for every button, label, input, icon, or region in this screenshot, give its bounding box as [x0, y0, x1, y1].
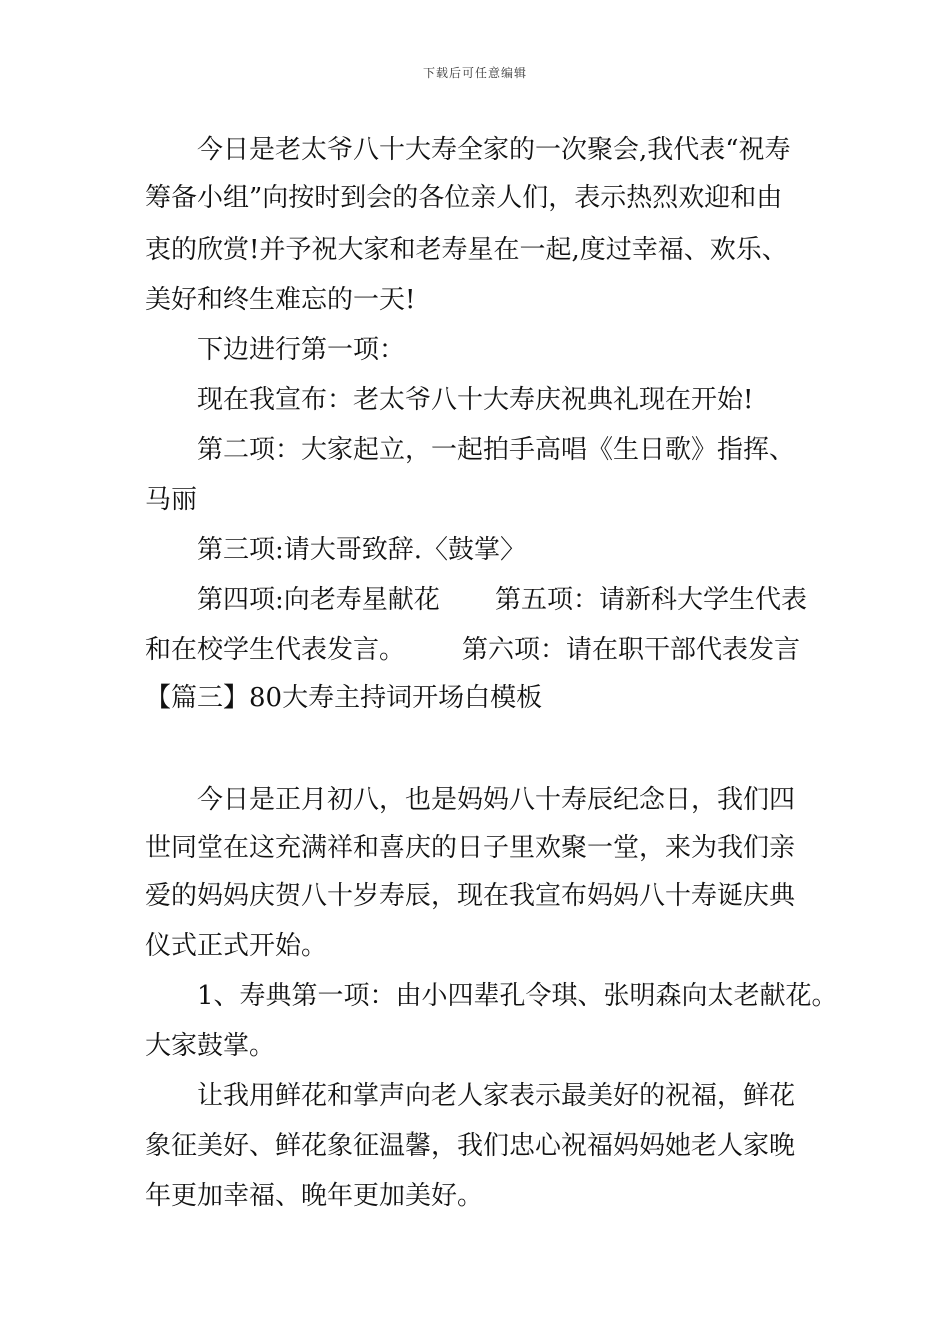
paragraph-line: 筹备小组”向按时到会的各位亲人们，表示热烈欢迎和由	[145, 183, 783, 213]
paragraph-line: 爱的妈妈庆贺八十岁寿辰，现在我宣布妈妈八十寿诞庆典	[145, 881, 796, 911]
paragraph-line: 马丽	[145, 485, 198, 515]
paragraph-line: 今日是正月初八，也是妈妈八十寿辰纪念日，我们四	[197, 785, 796, 815]
page-header-note: 下载后可任意编辑	[422, 66, 527, 80]
paragraph-line: 让我用鲜花和掌声向老人家表示最美好的祝福，鲜花	[197, 1081, 796, 1111]
paragraph-line: 衷的欣赏!并予祝大家和老寿星在一起,度过幸福、欢乐、	[145, 235, 788, 265]
paragraph-line: 第二项：大家起立，一起拍手高唱《生日歌》指挥、	[197, 435, 796, 465]
paragraph-line: 下边进行第一项：	[197, 335, 406, 365]
paragraph-line: 1、寿典第一项：由小四辈孔令琪、张明森向太老献花。	[197, 981, 838, 1011]
paragraph-line: 今日是老太爷八十大寿全家的一次聚会,我代表“祝寿	[197, 135, 791, 165]
paragraph-line: 世同堂在这充满祥和喜庆的日子里欢聚一堂，来为我们亲	[145, 833, 796, 863]
paragraph-line: 和在校学生代表发言。	[145, 635, 406, 665]
paragraph-line: 第三项:请大哥致辞.〈鼓掌〉	[197, 535, 527, 565]
paragraph-line: 第四项:向老寿星献花	[197, 585, 440, 615]
paragraph-line: 现在我宣布：老太爷八十大寿庆祝典礼现在开始!	[197, 385, 754, 415]
paragraph-line: 年更加幸福、晚年更加美好。	[145, 1181, 484, 1211]
paragraph-line: 仪式正式开始。	[145, 931, 328, 961]
section-heading: 【篇三】80大寿主持词开场白模板	[145, 683, 543, 713]
paragraph-line: 象征美好、鲜花象征温馨，我们忠心祝福妈妈她老人家晚	[145, 1131, 796, 1161]
paragraph-line: 大家鼓掌。	[145, 1031, 276, 1061]
paragraph-line: 第五项：请新科大学生代表	[495, 585, 808, 615]
paragraph-line: 美好和终生难忘的一天!	[145, 285, 416, 315]
paragraph-line: 第六项：请在职干部代表发言	[462, 635, 801, 665]
